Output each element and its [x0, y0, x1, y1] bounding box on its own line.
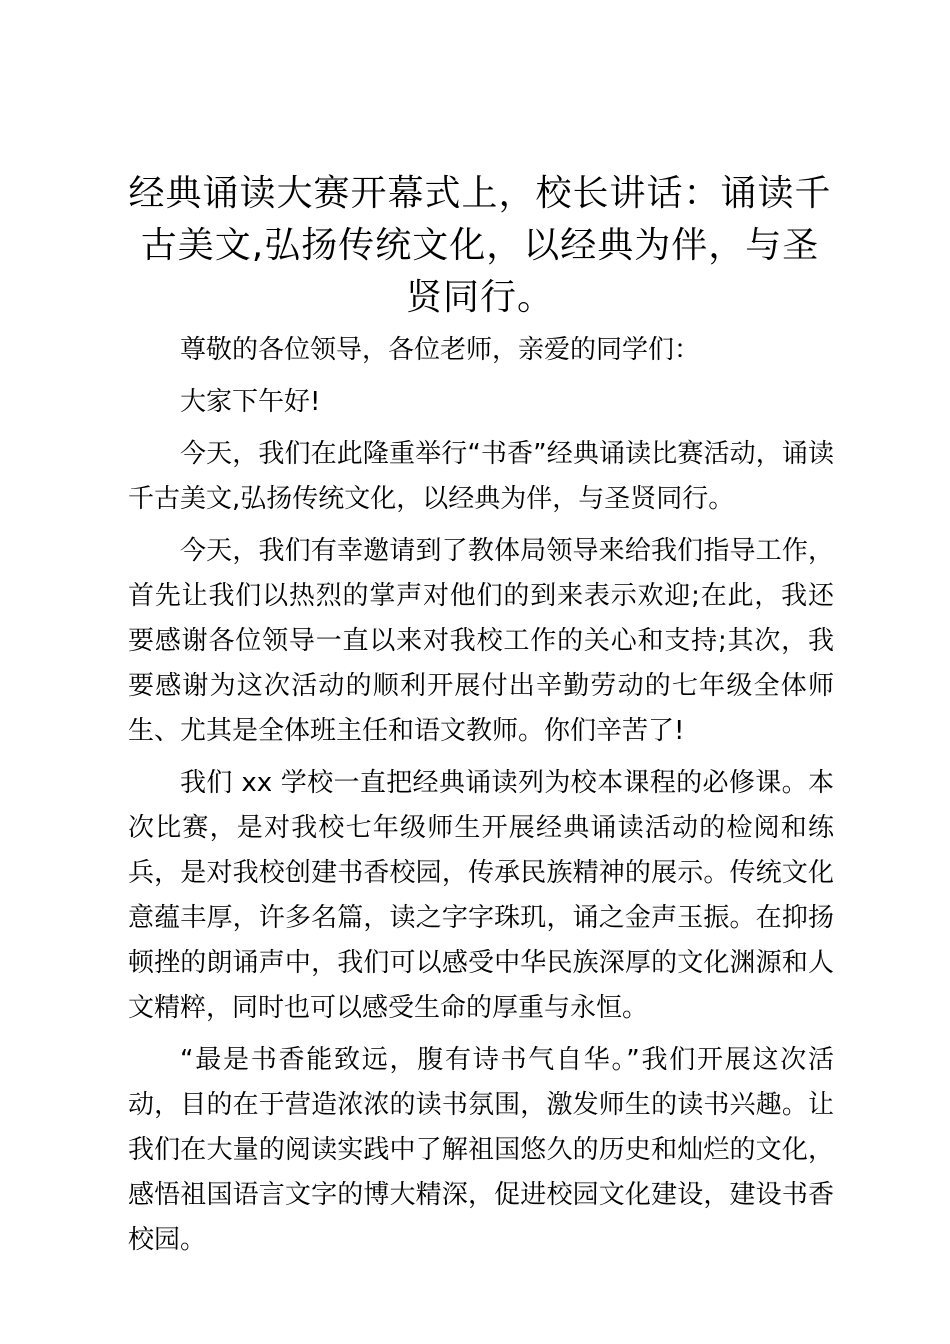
greeting: 大家下午好! — [180, 387, 321, 417]
document-body — [128, 328, 834, 1270]
paragraph: “最是书香能致远，腹有诗书气自华。”我们开展这次活动，目的在于营造浓浓的读书氛围，激发师生的读书兴趣。让我们在大量的阅读实践中了解祖国悠久的历史和灿烂的文化，感悟祖国语言文字的博大精深，促进校园文化建设，建设书香校园。 — [128, 1045, 834, 1255]
paragraph: 我们 xx 学校一直把经典诵读列为校本课程的必修课。本次比赛，是对我校七年级师生开展经典诵读活动的检阅和练兵，是对我校创建书香校园，传承民族精神的展示。传统文化意蕴丰厚，许多名篇，读之字字珠玑，诵之金声玉振。在抑扬顿挫的朗诵声中，我们可以感受中华民族深厚的文化渊源和人文精粹，同时也可以感受生命的厚重与永恒。 — [128, 768, 834, 1023]
paragraph: 今天，我们在此隆重举行“书香”经典诵读比赛活动，诵读千古美文,弘扬传统文化，以经典为伴，与圣贤同行。 — [128, 439, 834, 514]
salutation: 尊敬的各位领导，各位老师，亲爱的同学们： — [180, 335, 701, 365]
paragraph: 今天，我们有幸邀请到了教体局领导来给我们指导工作，首先让我们以热烈的掌声对他们的到来表示欢迎;在此，我还要感谢各位领导一直以来对我校工作的关心和支持;其次，我要感谢为这次活动的顺利开展付出辛勤劳动的七年级全体师生、尤其是全体班主任和语文教师。你们辛苦了! — [128, 536, 834, 746]
document-title: 经典诵读大赛开幕式上，校长讲话：诵读千古美文,弘扬传统文化，以经典为伴，与圣贤同行。 — [128, 173, 832, 318]
